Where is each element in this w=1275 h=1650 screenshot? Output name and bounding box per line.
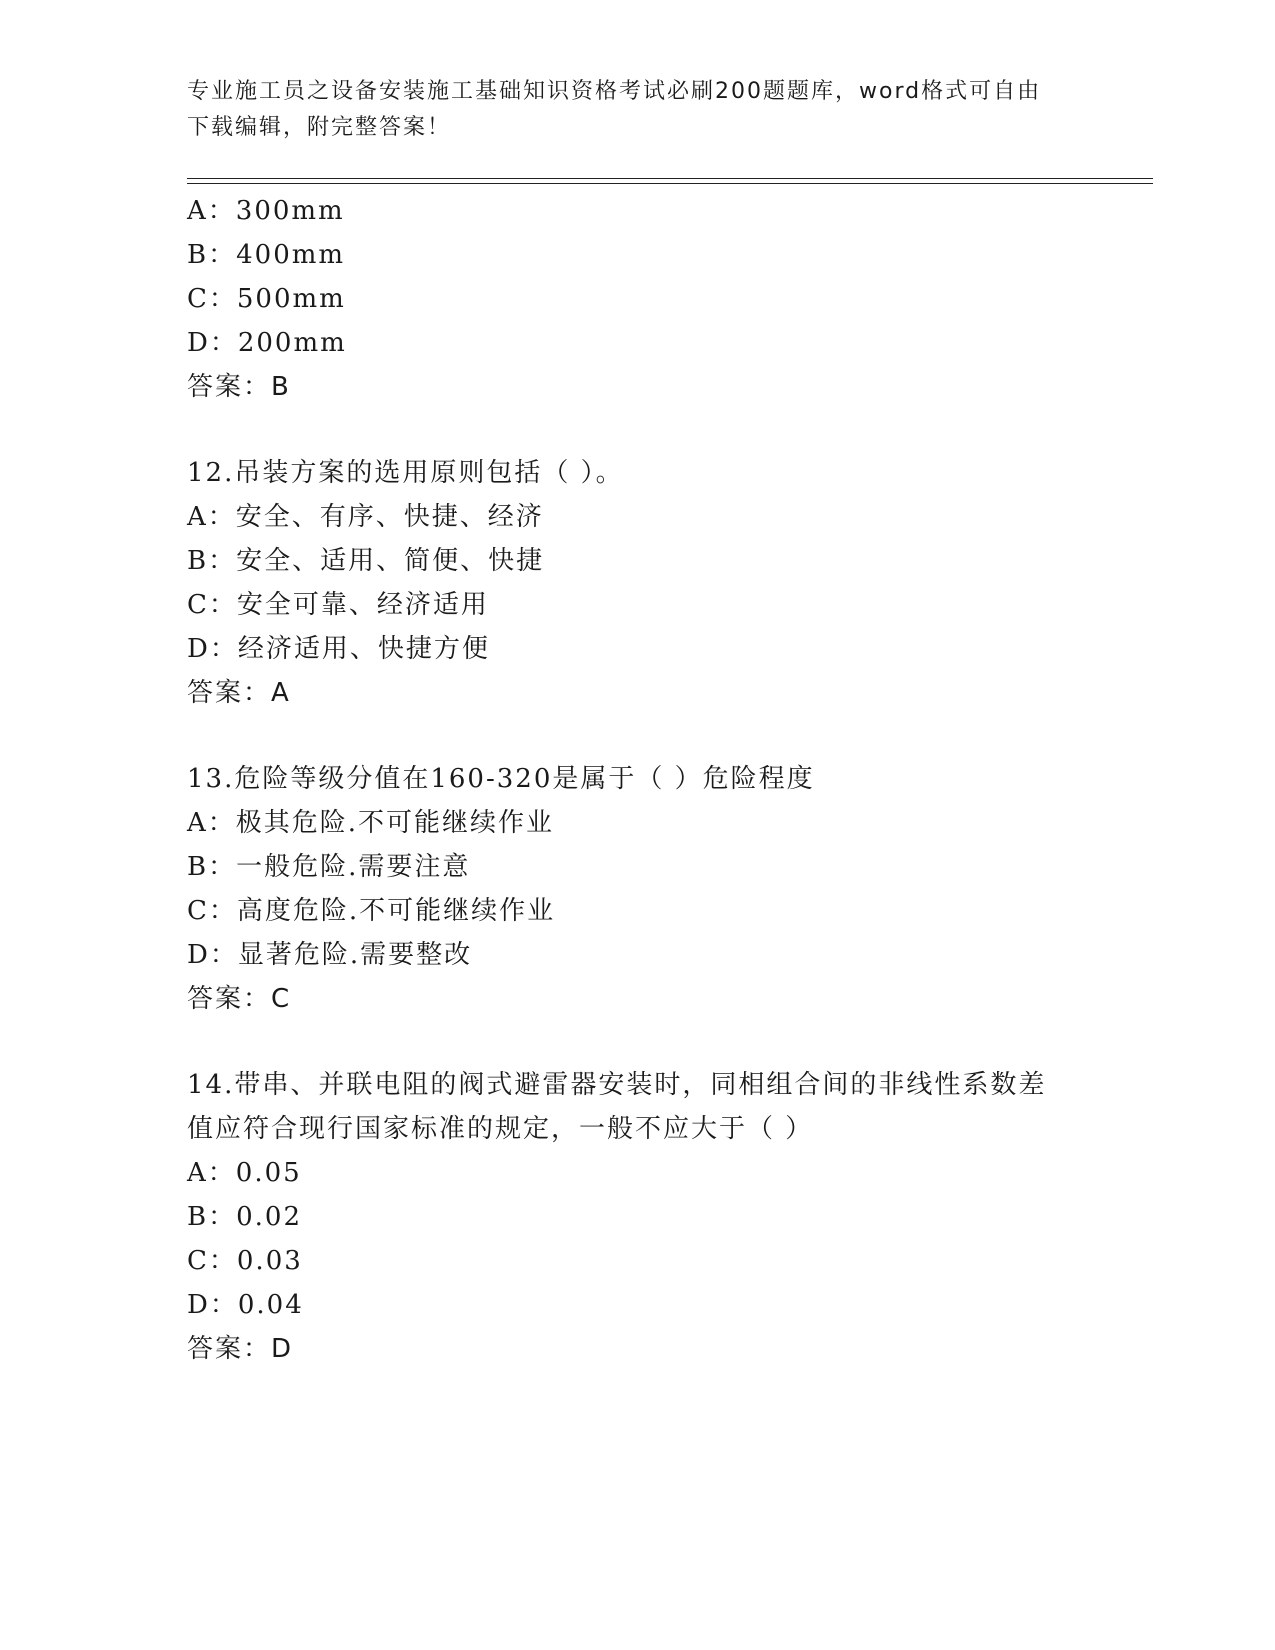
q12-answer: 答案：A (187, 678, 291, 708)
q11-option-b: B：400mm (187, 240, 346, 270)
q12-option-a: A：安全、有序、快捷、经济 (187, 502, 544, 532)
q14-option-c: C：0.03 (187, 1246, 303, 1276)
q13-stem: 13.危险等级分值在160-320是属于（ ）危险程度 (187, 764, 815, 794)
q12-option-d: D：经济适用、快捷方便 (187, 634, 490, 664)
q12-stem: 12.吊装方案的选用原则包括（ ）。 (187, 458, 624, 488)
q14-stem-line-1: 14.带串、并联电阻的阀式避雷器安装时，同相组合间的非线性系数差 (187, 1070, 1047, 1100)
q14-stem-line-2: 值应符合现行国家标准的规定，一般不应大于（ ） (187, 1114, 814, 1144)
q11-option-c: C：500mm (187, 284, 346, 314)
q13-option-d: D：显著危险.需要整改 (187, 940, 473, 970)
header-divider-top (187, 178, 1153, 179)
q11-option-a: A：300mm (187, 196, 345, 226)
q13-answer: 答案：C (187, 984, 292, 1014)
q13-option-b: B：一般危险.需要注意 (187, 852, 471, 882)
document-header (187, 74, 1067, 146)
q13-option-c: C：高度危险.不可能继续作业 (187, 896, 556, 926)
q14-option-d: D：0.04 (187, 1290, 304, 1320)
q14-option-b: B：0.02 (187, 1202, 302, 1232)
q13-option-a: A：极其危险.不可能继续作业 (187, 808, 555, 838)
q11-answer: 答案：B (187, 372, 291, 402)
header-line-2: 下载编辑，附完整答案！ (187, 115, 452, 140)
header-line-1: 专业施工员之设备安装施工基础知识资格考试必刷200题题库，word格式可自由 (187, 79, 1042, 104)
header-divider-bottom (187, 183, 1153, 184)
q14-option-a: A：0.05 (187, 1158, 302, 1188)
q14-answer: 答案：D (187, 1334, 294, 1364)
q12-option-b: B：安全、适用、简便、快捷 (187, 546, 545, 576)
q11-option-d: D：200mm (187, 328, 347, 358)
q12-option-c: C：安全可靠、经济适用 (187, 590, 489, 620)
